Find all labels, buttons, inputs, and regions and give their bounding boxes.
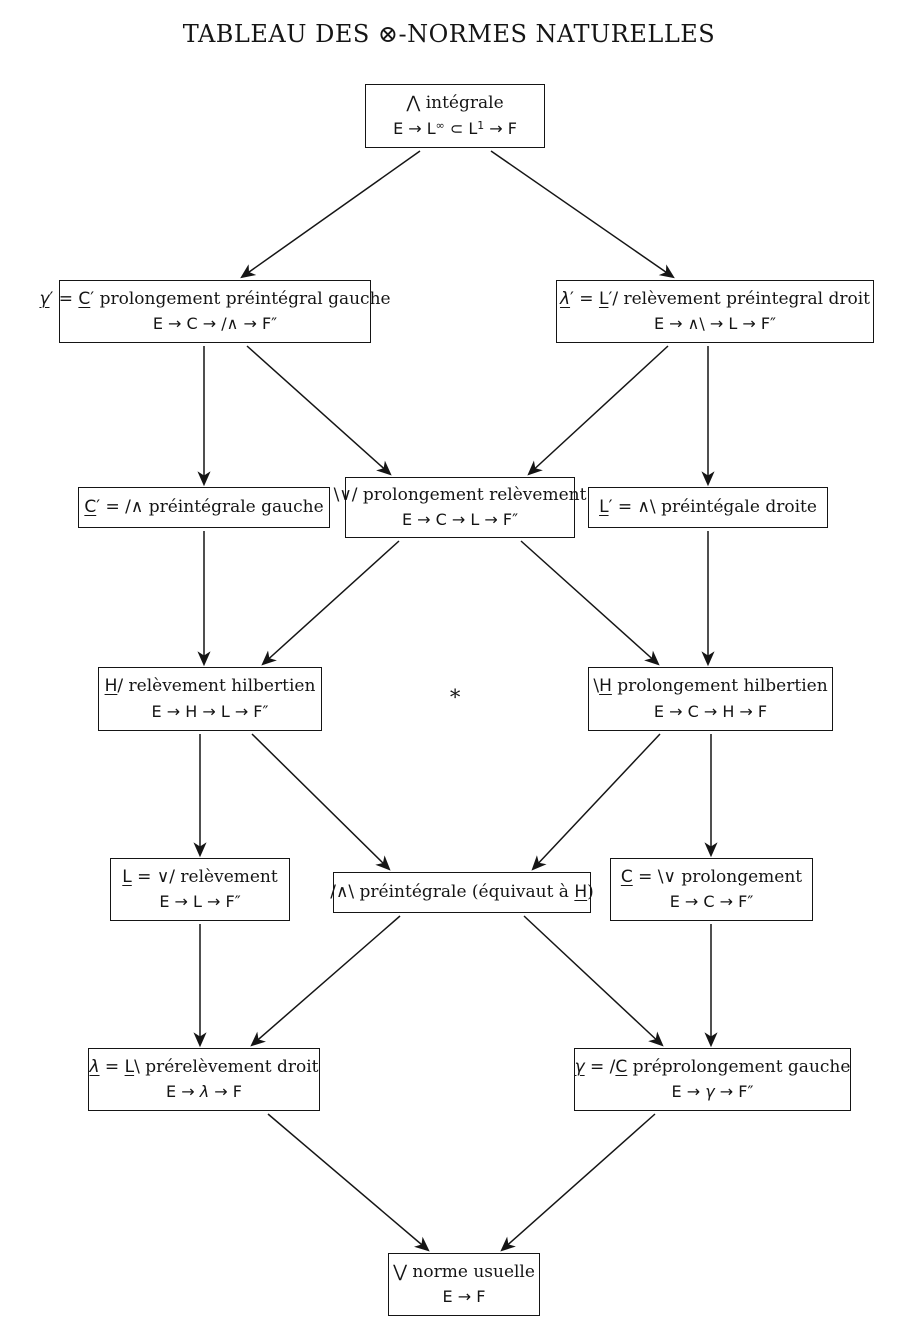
edge-gamma-norme-usuelle (502, 1114, 655, 1250)
node-h-prolongement (588, 667, 833, 731)
node-c-prolongement (610, 858, 813, 921)
edge-prolongement-relevement-h-relevement (263, 541, 399, 664)
node-preintegrale-label: /∧\ préintégrale (équivaut à H) (330, 881, 594, 902)
node-preintegrale (330, 872, 594, 913)
page-title: TABLEAU DES ⊗-NORMES NATURELLES (182, 20, 716, 48)
node-integrale-formula: E → L∞ ⊂ $L^1 \to F$ (393, 118, 517, 138)
node-lambda (88, 1048, 320, 1111)
node-gamma-prime-formula: E → C → /∧ → F″ (152, 314, 278, 334)
node-norme-usuelle (388, 1253, 540, 1316)
edge-integrale-gamma-prime (242, 151, 420, 277)
node-lambda-prime (556, 280, 874, 343)
node-lambda-prime-label: λ′ = L′/ relèvement préintegral droit (559, 288, 871, 309)
edge-preintegrale-lambda (252, 916, 400, 1045)
node-lambda-formula: E → λ → F (166, 1082, 242, 1102)
node-l-relevement-label: L = ∨/ relèvement (122, 866, 278, 887)
node-norme-usuelle-formula: E → F (442, 1287, 486, 1307)
node-gamma (574, 1048, 851, 1111)
node-gamma-formula: E → γ → F″ (671, 1082, 754, 1102)
node-gamma-label: γ = /C préprolongement gauche (574, 1056, 851, 1077)
edge-lambda-norme-usuelle (268, 1114, 428, 1250)
node-h-relevement (98, 667, 322, 731)
node-lambda-prime-formula: E → ∧\ → L → F″ (653, 314, 777, 334)
node-c-prime (78, 487, 330, 528)
node-prolongement-relevement-label: \∨/ prolongement relèvement (333, 484, 587, 505)
node-integrale (365, 84, 545, 148)
node-h-relevement-formula: E → H → L → F″ (151, 701, 269, 721)
node-gamma-prime-label: γ′ = C′ prolongement préintégral gauche (39, 288, 391, 309)
edge-gamma-prime-prolongement-relevement (247, 346, 390, 474)
edge-h-prolongement-preintegrale (533, 734, 660, 869)
node-l-relevement (110, 858, 290, 921)
node-h-relevement-label: H/ relèvement hilbertien (104, 676, 316, 697)
node-integrale-label: ⋀ intégrale (406, 93, 504, 114)
node-l-prime (588, 487, 828, 528)
node-prolongement-relevement (333, 477, 587, 538)
edge-preintegrale-gamma (524, 916, 662, 1045)
node-h-prolongement-formula: E → C → H → F (653, 701, 768, 721)
node-c-prolongement-formula: E → C → F″ (669, 892, 754, 912)
edge-integrale-lambda-prime (491, 151, 673, 277)
node-c-prolongement-label: C = \∨ prolongement (620, 866, 803, 887)
node-lambda-label: λ = L\ prérelèvement droit (89, 1056, 319, 1077)
node-c-prime-label: C′ = /∧ préintégrale gauche (84, 496, 324, 517)
edge-h-relevement-preintegrale (252, 734, 389, 869)
node-norme-usuelle-label: ⋁ norme usuelle (393, 1261, 535, 1282)
edge-prolongement-relevement-h-prolongement (521, 541, 658, 664)
node-gamma-prime (39, 280, 391, 343)
edge-lambda-prime-prolongement-relevement (529, 346, 668, 474)
asterisk-annotation: ∗ (448, 681, 463, 705)
node-prolongement-relevement-formula: E → C → L → F″ (401, 510, 519, 530)
node-h-prolongement-label: \H prolongement hilbertien (593, 676, 828, 697)
node-l-relevement-formula: E → L → F″ (159, 892, 241, 912)
node-l-prime-label: L′ = ∧\ préintégale droite (599, 496, 817, 517)
